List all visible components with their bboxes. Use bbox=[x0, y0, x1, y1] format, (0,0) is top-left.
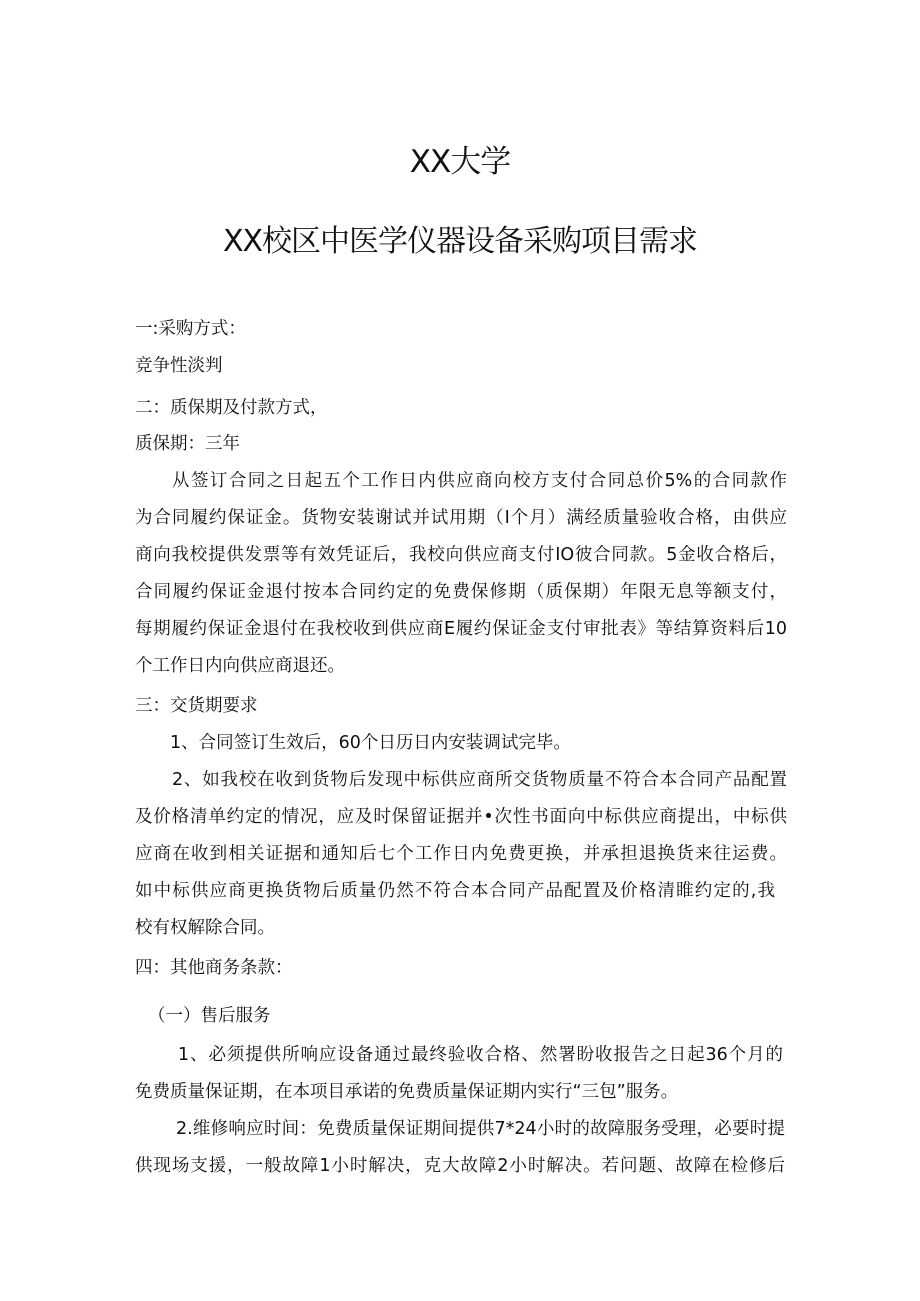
paragraph-line: 如中标供应商更换货物后质量仍然不符合本合同产品配置及价格清睢约定的,我 bbox=[135, 881, 775, 901]
paragraph-line: 2.维修响应时间：免费质量保证期间提供7*24小时的故障服务受理，必要时提 bbox=[176, 1119, 785, 1139]
paragraph-line: 1、合同签订生效后，60个日历日内安装调试完毕。 bbox=[170, 733, 571, 753]
warranty-period: 质保期：三年 bbox=[135, 434, 240, 454]
paragraph-line: 为合同履约保证金。货物安装谢试并试用期（I个月）满经质量验收合格，由供应 bbox=[135, 508, 787, 528]
subsection-heading-after-sales: （一）售后服务 bbox=[148, 1006, 271, 1026]
paragraph-line: 从签订合同之日起五个工作日内供应商向校方支付合同总价5%的合同款作 bbox=[172, 471, 787, 491]
paragraph-line: 应商在收到相关证据和通知后七个工作日内免费更换，并承担退换货来往运费。 bbox=[135, 844, 787, 864]
procurement-method-value: 竞争性淡判 bbox=[135, 356, 223, 376]
paragraph-line: 每期履约保证金退付在我校收到供应商E履约保证金支付审批表》等结算资料后10 bbox=[135, 619, 787, 639]
paragraph-line: 1、必须提供所响应设备通过最终验收合格、然署盼收报告之日起36个月的 bbox=[178, 1045, 783, 1065]
document-title: XX大学 bbox=[409, 144, 511, 180]
paragraph-line: 商向我校提供发票等有效凭证后，我校向供应商支付IO彼合同款。5金收合格后， bbox=[135, 545, 787, 565]
section-heading-procurement-method: 一:采购方式： bbox=[135, 319, 246, 339]
paragraph-line: 及价格清单约定的情况，应及时保留证据并•次性书面向中标供应商提出，中标供 bbox=[135, 807, 787, 827]
section-heading-warranty-payment: 二：质保期及付款方式， bbox=[135, 398, 328, 418]
paragraph-line: 合同履约保证金退付按本合同约定的免费保修期（质保期）年限无息等额支付， bbox=[135, 582, 787, 602]
paragraph-line: 供现场支援，一般故障1小时解决，克大故障2小时解决。若问题、故障在检修后 bbox=[135, 1156, 785, 1176]
paragraph-line: 个工作日内向供应商退还。 bbox=[135, 656, 345, 676]
paragraph-line: 校有权解除合同。 bbox=[135, 918, 275, 938]
section-heading-other-terms: 四：其他商务条款： bbox=[135, 958, 293, 978]
document-subtitle: XX校区中医学仪器设备采购项目需求 bbox=[222, 224, 698, 259]
section-heading-delivery: 三：交货期要求 bbox=[135, 696, 258, 716]
paragraph-line: 免费质量保证期，在本项目承诺的免费质量保证期内实行“三包”服务。 bbox=[135, 1082, 679, 1102]
paragraph-line: 2、如我校在收到货物后发现中标供应商所交货物质量不符合本合同产品配置 bbox=[172, 770, 787, 790]
